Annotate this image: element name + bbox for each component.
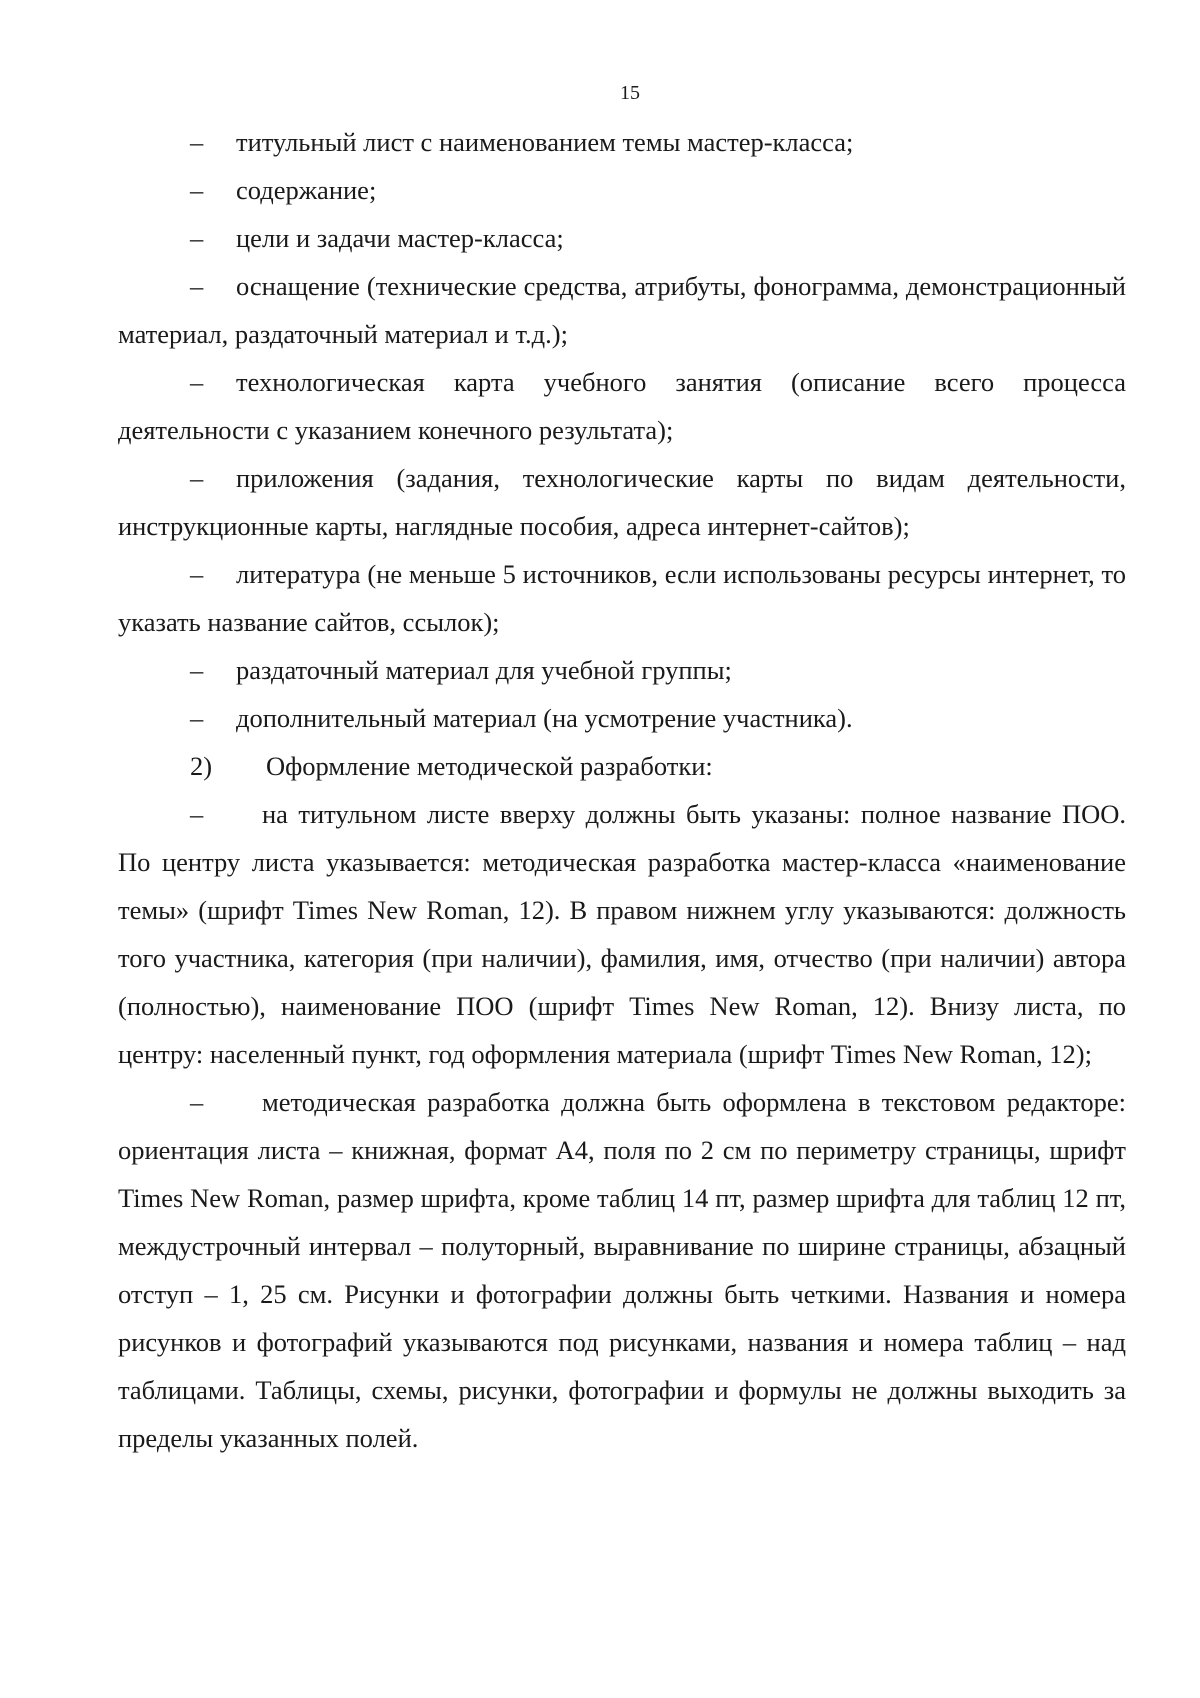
- list-item-text: содержание;: [236, 175, 377, 205]
- list-dash: –: [190, 367, 204, 397]
- document-body: [118, 118, 1126, 1462]
- list-dash: –: [190, 463, 204, 493]
- list-item-text: оснащение (технические средства, атрибуты, фонограмма, демонстрационный материал, раздаточный материал и т.д.);: [118, 271, 1126, 349]
- list-item-text: титульный лист с наименованием темы мастер-класса;: [236, 127, 854, 157]
- list-item-text: методическая разработка должна быть оформлена в текстовом редакторе: ориентация листа – книжная, формат А4, поля по 2 см по периметру страницы, шрифт Times New Roman, размер шрифта, кроме таблиц 14 пт, размер шрифта для таблиц 12 пт, междустрочный интервал – полуторный, выравнивание по ширине страницы, абзацный отступ – 1, 25 см. Рисунки и фотографии должны быть четкими. Названия и номера рисунков и фотографий указываются под рисунками, названия и номера таблиц – над таблицами. Таблицы, схемы, рисунки, фотографии и формулы не должны выходить за пределы указанных полей.: [118, 1087, 1126, 1453]
- section-title: Оформление методической разработки:: [266, 751, 713, 781]
- page-number: 15: [620, 82, 640, 104]
- list-item-text: раздаточный материал для учебной группы;: [236, 655, 732, 685]
- list-item-text: дополнительный материал (на усмотрение участника).: [236, 703, 853, 733]
- list-item-text: литература (не меньше 5 источников, если использованы ресурсы интернет, то указать название сайтов, ссылок);: [118, 559, 1126, 637]
- list-item: [118, 454, 1126, 550]
- list-item: [118, 214, 1126, 262]
- list-item: [118, 550, 1126, 646]
- list-dash: –: [190, 703, 204, 733]
- list-item: [118, 694, 1126, 742]
- list-item: [118, 118, 1126, 166]
- list-item: [118, 790, 1126, 1078]
- list-item: [118, 646, 1126, 694]
- list-item: [118, 262, 1126, 358]
- section-heading: [118, 742, 1126, 790]
- list-dash: –: [190, 1087, 204, 1117]
- list-dash: –: [190, 175, 204, 205]
- list-item: [118, 1078, 1126, 1462]
- list-item: [118, 166, 1126, 214]
- list-item: [118, 358, 1126, 454]
- list-dash: –: [190, 127, 204, 157]
- list-dash: –: [190, 223, 204, 253]
- list-item-text: цели и задачи мастер-класса;: [236, 223, 564, 253]
- list-item-text: приложения (задания, технологические карты по видам деятельности, инструкционные карты, наглядные пособия, адреса интернет-сайтов);: [118, 463, 1126, 541]
- list-item-text: технологическая карта учебного занятия (описание всего процесса деятельности с указанием конечного результата);: [118, 367, 1126, 445]
- list-dash: –: [190, 559, 204, 589]
- list-item-text: на титульном листе вверху должны быть указаны: полное название ПОО. По центру листа указывается: методическая разработка мастер-класса «наименование темы» (шрифт Times New Roman, 12). В правом нижнем углу указываются: должность того участника, категория (при наличии), фамилия, имя, отчество (при наличии) автора (полностью), наименование ПОО (шрифт Times New Roman, 12). Внизу листа, по центру: населенный пункт, год оформления материала (шрифт Times New Roman, 12);: [118, 799, 1126, 1069]
- list-dash: –: [190, 799, 204, 829]
- list-dash: –: [190, 655, 204, 685]
- list-dash: –: [190, 271, 204, 301]
- section-number: 2): [190, 751, 213, 781]
